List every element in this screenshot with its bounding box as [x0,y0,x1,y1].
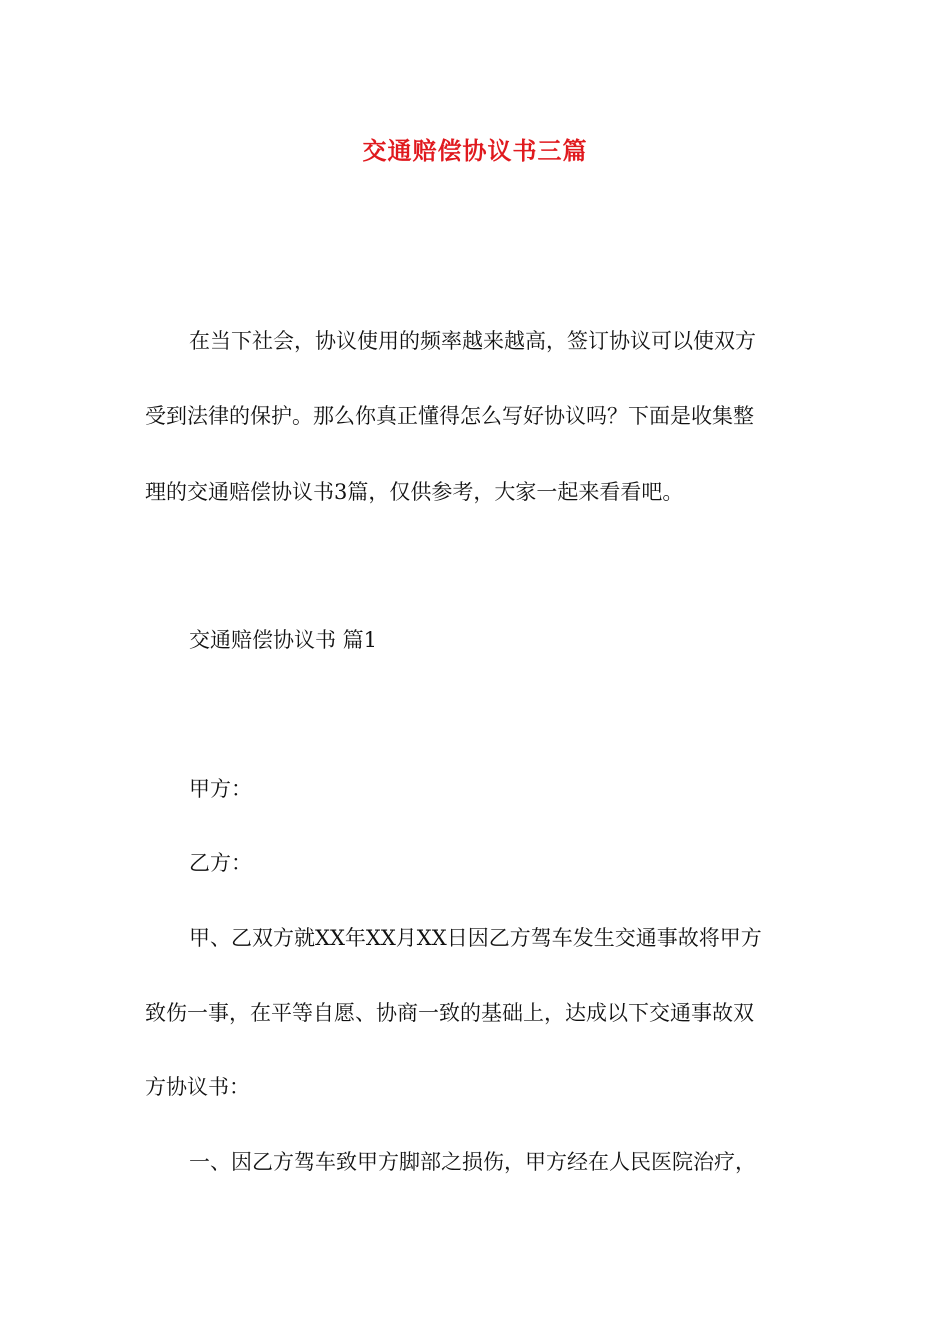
intro-line-2: 受到法律的保护。那么你真正懂得怎么写好协议吗？下面是收集整 [145,404,754,428]
document-title: 交通赔偿协议书三篇 [362,136,588,165]
body-line-3: 方协议书： [145,1075,250,1099]
body-line-2: 致伤一事，在平等自愿、协商一致的基础上，达成以下交通事故双 [145,1001,754,1025]
party-b-label: 乙方： [189,851,252,875]
intro-line-3: 理的交通赔偿协议书3篇，仅供参考，大家一起来看看吧。 [145,480,684,504]
party-a-label: 甲方： [189,777,252,801]
section-heading: 交通赔偿协议书 篇1 [189,628,378,652]
body-line-4: 一、因乙方驾车致甲方脚部之损伤，甲方经在人民医院治疗， [189,1150,756,1174]
intro-line-1: 在当下社会，协议使用的频率越来越高，签订协议可以使双方 [189,329,756,353]
body-line-1: 甲、乙双方就XX年XX月XX日因乙方驾车发生交通事故将甲方 [189,926,762,950]
